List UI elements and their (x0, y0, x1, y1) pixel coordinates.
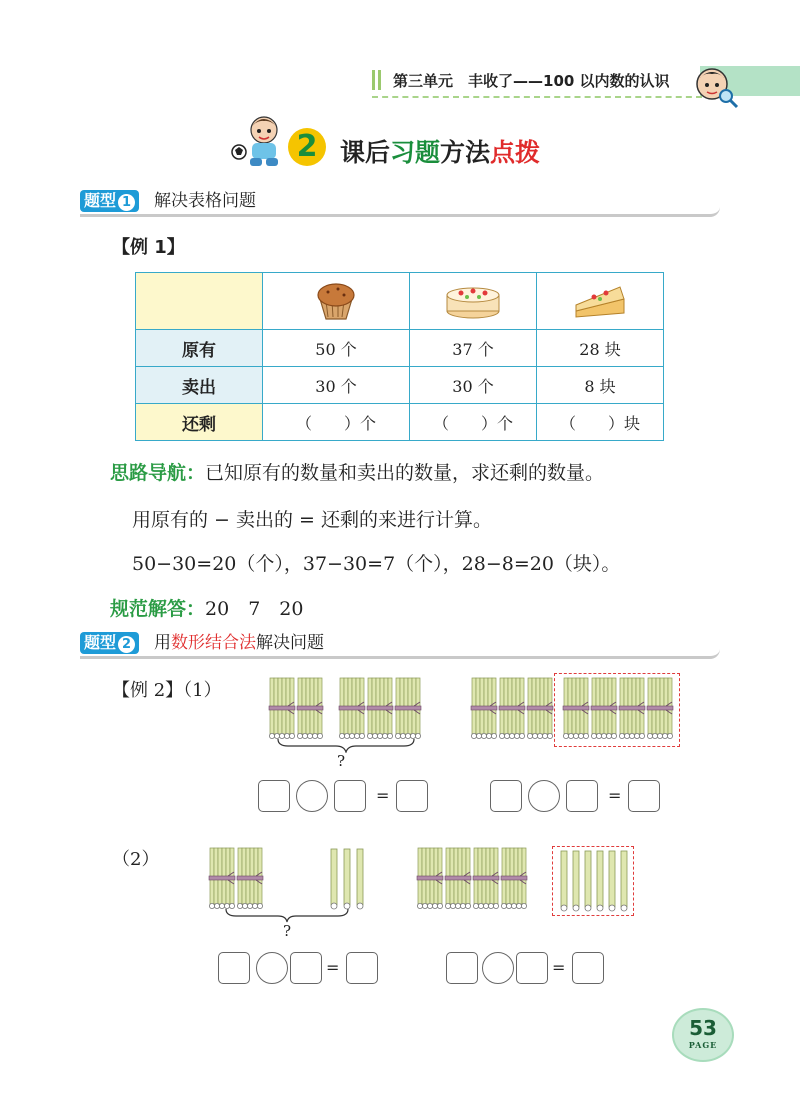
section-title-part: 用 (154, 633, 171, 653)
section-title-part: 解决问题 (256, 633, 324, 653)
stick-bundle-icon (470, 676, 498, 742)
section-tag-label: 题型 (84, 633, 117, 652)
row-header: 卖出 (136, 367, 263, 404)
stick-bundle-icon (472, 846, 500, 912)
table-cell: 30 个 (410, 367, 537, 404)
question-mark: ? (283, 922, 292, 940)
single-stick-icon (343, 848, 351, 910)
page-word: PAGE (688, 1040, 718, 1050)
table-row (136, 367, 664, 404)
stick-bundle-icon (500, 846, 528, 912)
page-number: 53 (689, 1016, 717, 1040)
stick-bundle-icon (236, 846, 264, 912)
answer-box[interactable] (628, 780, 660, 812)
stick-bundle-icon (268, 676, 296, 742)
single-stick-icon (330, 848, 338, 910)
section-tag (80, 190, 139, 212)
stick-bundle-icon (296, 676, 324, 742)
answer-box[interactable] (290, 952, 322, 984)
answer-label: 规范解答： (110, 598, 206, 620)
stick-bundle-icon (208, 846, 236, 912)
answer-box[interactable] (572, 952, 604, 984)
mascot-magnifier-icon (692, 62, 740, 110)
section-tag (80, 632, 139, 654)
table-row (136, 330, 664, 367)
table-row (136, 404, 664, 441)
table-cell: 50 个 (263, 330, 410, 367)
example-label: 【例 1】 (112, 237, 185, 258)
header-bars (372, 70, 386, 92)
table-cell: （ ）个 (263, 404, 410, 441)
answer-box[interactable] (218, 952, 250, 984)
table-cell: （ ）个 (410, 404, 537, 441)
table-cell: 8 块 (537, 367, 664, 404)
page-number-badge (672, 1008, 734, 1062)
answer-box[interactable] (446, 952, 478, 984)
dashed-selection-box (554, 673, 680, 747)
part-label: （2） (112, 849, 160, 870)
section-header-2 (80, 632, 720, 659)
answer-box[interactable] (516, 952, 548, 984)
section-tag-number: 2 (118, 636, 135, 653)
equals-sign: = (376, 786, 390, 805)
answer-box[interactable] (490, 780, 522, 812)
title-number-badge: 2 (288, 128, 326, 166)
section-tag-number: 1 (118, 194, 135, 211)
cake-icon (443, 277, 503, 321)
table-cell: 37 个 (410, 330, 537, 367)
title-part: 点拨 (490, 138, 541, 167)
row-header: 还剩 (136, 404, 263, 441)
operator-circle[interactable] (296, 780, 328, 812)
answer-text: 20 7 20 (205, 598, 304, 620)
section-header-1 (80, 190, 720, 217)
stick-bundle-icon (394, 676, 422, 742)
stick-bundle-icon (416, 846, 444, 912)
example-table (135, 272, 664, 441)
table-corner (136, 273, 263, 330)
equals-sign: = (326, 958, 340, 977)
section-title: 解决表格问题 (154, 191, 256, 211)
title-part: 方法 (440, 138, 491, 167)
answer-box[interactable] (258, 780, 290, 812)
dashed-selection-box (552, 846, 634, 916)
table-cell: 28 块 (537, 330, 664, 367)
boy-with-ball-icon (230, 112, 290, 170)
answer-box[interactable] (334, 780, 366, 812)
guide-label: 思路导航： (110, 462, 206, 484)
row-header: 原有 (136, 330, 263, 367)
table-cell: 30 个 (263, 367, 410, 404)
cake-slice-icon (570, 277, 630, 321)
equals-sign: = (608, 786, 622, 805)
guide-text: 已知原有的数量和卖出的数量，求还剩的数量。 (205, 462, 605, 484)
single-stick-icon (356, 848, 364, 910)
table-header-row (136, 273, 664, 330)
guide-line (110, 458, 604, 485)
method-line: 用原有的 − 卖出的 = 还剩的来进行计算。 (132, 509, 492, 531)
stick-bundle-icon (526, 676, 554, 742)
page-title (340, 133, 540, 169)
table-header-cell (410, 273, 537, 330)
section-title (154, 632, 324, 654)
unit-title: 第三单元 丰收了——100 以内数的认识 (393, 72, 670, 90)
operator-circle[interactable] (482, 952, 514, 984)
title-part: 习题 (390, 138, 441, 167)
section-title-part: 数形结合法 (171, 633, 256, 653)
question-mark: ? (337, 752, 346, 770)
answer-box[interactable] (396, 780, 428, 812)
stick-bundle-icon (338, 676, 366, 742)
calculation-line: 50−30=20（个），37−30=7（个），28−8=20（块）。 (132, 553, 621, 575)
answer-box[interactable] (346, 952, 378, 984)
table-header-cell (263, 273, 410, 330)
header-divider (372, 96, 702, 98)
brace-icon (224, 907, 350, 923)
operator-circle[interactable] (256, 952, 288, 984)
example-label: 【例 2】（1） (112, 680, 222, 701)
table-cell: （ ）块 (537, 404, 664, 441)
muffin-icon (310, 277, 362, 321)
table-header-cell (537, 273, 664, 330)
equals-sign: = (552, 958, 566, 977)
operator-circle[interactable] (528, 780, 560, 812)
title-part: 课后 (340, 138, 391, 167)
stick-bundle-icon (498, 676, 526, 742)
brace-icon (276, 737, 416, 753)
answer-line (110, 594, 303, 621)
section-tag-label: 题型 (84, 191, 117, 210)
stick-bundle-icon (444, 846, 472, 912)
stick-bundle-icon (366, 676, 394, 742)
answer-box[interactable] (566, 780, 598, 812)
